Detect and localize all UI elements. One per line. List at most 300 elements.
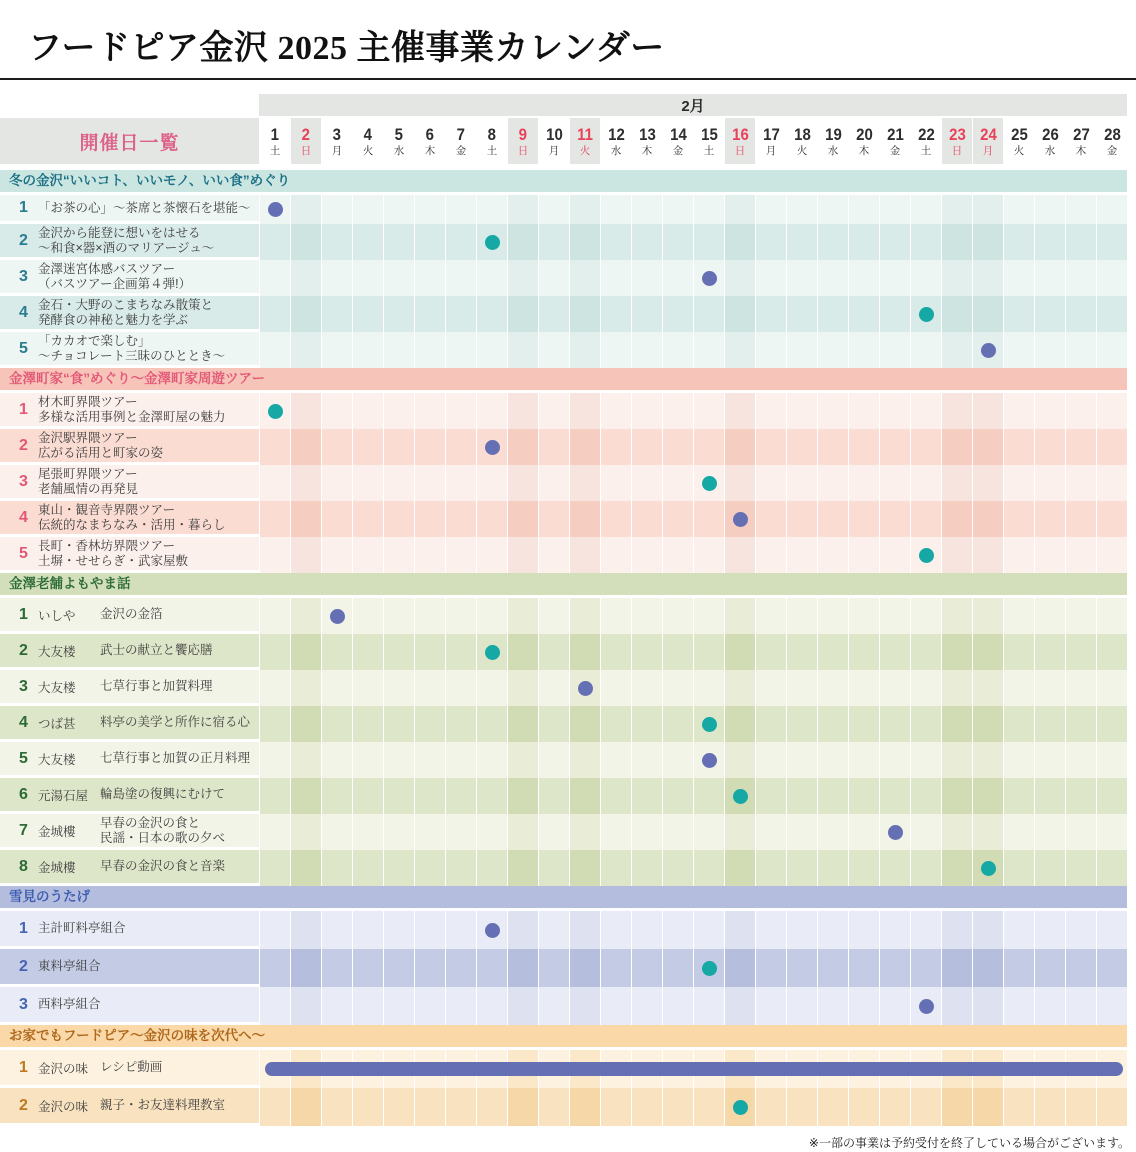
- day-number: 25: [1010, 124, 1028, 144]
- day-cell: [941, 814, 972, 850]
- day-cell: [569, 465, 600, 501]
- day-cell: [352, 224, 383, 260]
- event-label: [0, 949, 259, 987]
- day-cell: [817, 465, 848, 501]
- day-cell: [538, 296, 569, 332]
- event-title: [100, 679, 213, 694]
- event-title-line: 金澤迷宮体感バスツアー: [38, 261, 176, 276]
- month-band-row: [0, 94, 1127, 116]
- event-label: [0, 987, 259, 1025]
- day-number: 27: [1072, 124, 1090, 144]
- event-number: 5: [19, 544, 28, 562]
- day-weekday: 火: [362, 144, 374, 157]
- day-cell: [1096, 911, 1127, 949]
- day-cell: [476, 949, 507, 987]
- day-cell: [259, 296, 290, 332]
- day-number: 28: [1103, 124, 1121, 144]
- day-cell: [755, 332, 786, 368]
- day-cell: [352, 195, 383, 224]
- day-cell: [321, 634, 352, 670]
- day-cell: [352, 501, 383, 537]
- day-cell: [848, 778, 879, 814]
- day-cell: [1003, 465, 1034, 501]
- day-cell: [786, 778, 817, 814]
- day-cell: [724, 778, 755, 814]
- event-title: [38, 467, 138, 497]
- event-title-line: 伝統的なまちなみ・活用・暮らし: [38, 517, 226, 532]
- event-dot: [981, 343, 996, 358]
- day-cell: [1003, 260, 1034, 296]
- day-cell: [383, 911, 414, 949]
- event-row: [0, 742, 1127, 778]
- event-label: [0, 814, 259, 850]
- day-cell: [383, 296, 414, 332]
- day-cell: [879, 706, 910, 742]
- day-cell: [941, 501, 972, 537]
- event-dot: [268, 202, 283, 217]
- day-cell: [476, 778, 507, 814]
- event-title: [38, 539, 188, 569]
- day-cell: [476, 911, 507, 949]
- day-cell: [259, 850, 290, 886]
- day-cell: [817, 429, 848, 465]
- day-weekday: 月: [548, 144, 560, 157]
- event-title-line: 金沢駅界隈ツアー: [38, 430, 138, 445]
- event-title-line: 多様な活用事例と金澤町屋の魅力: [38, 409, 226, 424]
- day-cell: [1096, 537, 1127, 573]
- day-cell: [693, 224, 724, 260]
- day-cell: [848, 195, 879, 224]
- event-number: 1: [19, 919, 28, 937]
- day-cell: [383, 393, 414, 429]
- day-header: [321, 118, 352, 164]
- day-cell: [910, 814, 941, 850]
- event-row: [0, 778, 1127, 814]
- day-cell: [321, 224, 352, 260]
- day-cell: [662, 706, 693, 742]
- day-cell: [600, 260, 631, 296]
- day-cell: [507, 224, 538, 260]
- event-row: [0, 634, 1127, 670]
- footnote: ※一部の事業は予約受付を終了している場合がございます。: [808, 1136, 1130, 1150]
- day-cell: [414, 814, 445, 850]
- day-cell: [383, 598, 414, 634]
- day-cell: [1065, 501, 1096, 537]
- event-label: [0, 465, 259, 501]
- day-cell: [414, 393, 445, 429]
- day-cell: [910, 1088, 941, 1126]
- day-cell: [538, 393, 569, 429]
- day-cell: [631, 742, 662, 778]
- event-title: [38, 201, 251, 216]
- event-number: 8: [19, 857, 28, 875]
- day-cell: [1003, 814, 1034, 850]
- day-cell: [383, 1088, 414, 1126]
- day-cell: [1065, 778, 1096, 814]
- day-cell: [755, 195, 786, 224]
- day-cell: [569, 742, 600, 778]
- day-cell: [1096, 598, 1127, 634]
- month-band-spacer: [0, 94, 259, 116]
- day-cell: [755, 949, 786, 987]
- day-cell: [786, 987, 817, 1025]
- day-cell: [879, 598, 910, 634]
- day-cell: [848, 911, 879, 949]
- day-cell: [755, 393, 786, 429]
- day-cell: [383, 670, 414, 706]
- day-cell: [414, 1088, 445, 1126]
- event-label: [0, 195, 259, 224]
- day-cell: [941, 537, 972, 573]
- event-dot: [578, 681, 593, 696]
- event-row: [0, 949, 1127, 987]
- day-cell: [1065, 332, 1096, 368]
- day-cell: [507, 987, 538, 1025]
- day-cell: [321, 260, 352, 296]
- day-cell: [724, 537, 755, 573]
- day-cell: [1096, 987, 1127, 1025]
- day-cell: [1065, 911, 1096, 949]
- day-cell: [600, 537, 631, 573]
- day-number: 9: [518, 124, 528, 144]
- event-title: [38, 226, 214, 256]
- event-venue: 金城樓: [38, 824, 76, 839]
- day-cell: [569, 850, 600, 886]
- event-number: 2: [19, 1096, 28, 1114]
- day-cell: [290, 332, 321, 368]
- day-cell: [1034, 296, 1065, 332]
- day-cell: [1096, 296, 1127, 332]
- day-cell: [1034, 1088, 1065, 1126]
- day-cell: [1065, 634, 1096, 670]
- day-cell: [724, 598, 755, 634]
- day-number: 24: [979, 124, 997, 144]
- event-label: [0, 296, 259, 332]
- event-title: [100, 816, 225, 846]
- day-cell: [848, 1088, 879, 1126]
- day-cell: [290, 949, 321, 987]
- day-cell: [972, 742, 1003, 778]
- day-cell: [569, 224, 600, 260]
- day-cell: [259, 598, 290, 634]
- day-cell: [538, 670, 569, 706]
- day-cell: [848, 224, 879, 260]
- day-cell: [352, 296, 383, 332]
- day-cell: [1034, 537, 1065, 573]
- event-dot: [981, 861, 996, 876]
- day-cell: [600, 296, 631, 332]
- day-cell: [259, 195, 290, 224]
- day-cell: [383, 537, 414, 573]
- day-cell: [724, 429, 755, 465]
- day-cell: [941, 850, 972, 886]
- event-venue: 大友楼: [38, 752, 76, 767]
- day-cell: [786, 670, 817, 706]
- day-header: [383, 118, 414, 164]
- day-cell: [817, 598, 848, 634]
- event-title-line: 東料亭組合: [38, 959, 101, 973]
- day-cell: [631, 260, 662, 296]
- day-cell: [941, 634, 972, 670]
- day-number: 8: [487, 124, 497, 144]
- day-cell: [941, 296, 972, 332]
- day-cell: [1034, 778, 1065, 814]
- event-dot: [485, 440, 500, 455]
- event-title: [38, 997, 101, 1012]
- day-cell: [321, 850, 352, 886]
- day-cell: [941, 1088, 972, 1126]
- day-cell: [910, 987, 941, 1025]
- day-cell: [290, 742, 321, 778]
- day-cell: [879, 911, 910, 949]
- day-cell: [1065, 296, 1096, 332]
- day-cell: [879, 224, 910, 260]
- day-cell: [848, 949, 879, 987]
- event-number: 5: [19, 749, 28, 767]
- day-cell: [631, 332, 662, 368]
- day-cell: [352, 634, 383, 670]
- day-weekday: 水: [1044, 144, 1056, 157]
- day-cell: [631, 911, 662, 949]
- day-cell: [631, 814, 662, 850]
- day-cell: [972, 429, 1003, 465]
- day-cell: [1034, 332, 1065, 368]
- day-header: [910, 118, 941, 164]
- day-cell: [538, 634, 569, 670]
- day-cell: [693, 296, 724, 332]
- event-label: [0, 911, 259, 949]
- day-cell: [817, 742, 848, 778]
- day-cell: [662, 332, 693, 368]
- day-cell: [259, 465, 290, 501]
- day-cell: [1065, 949, 1096, 987]
- day-cell: [321, 501, 352, 537]
- day-cell: [383, 195, 414, 224]
- day-cell: [972, 1088, 1003, 1126]
- event-venue: つば甚: [38, 716, 76, 731]
- day-cell: [507, 814, 538, 850]
- day-cell: [693, 949, 724, 987]
- day-cell: [879, 465, 910, 501]
- day-cell: [352, 598, 383, 634]
- day-cell: [1096, 393, 1127, 429]
- day-weekday: 月: [331, 144, 343, 157]
- day-cell: [538, 429, 569, 465]
- event-venue: いしや: [38, 608, 76, 623]
- day-cell: [848, 296, 879, 332]
- day-cell: [817, 987, 848, 1025]
- event-dot: [919, 999, 934, 1014]
- day-cell: [941, 742, 972, 778]
- day-cell: [476, 850, 507, 886]
- day-cell: [290, 296, 321, 332]
- day-cell: [414, 296, 445, 332]
- day-cell: [693, 537, 724, 573]
- event-number: 3: [19, 677, 28, 695]
- section-header: 金澤老舗よもやま話: [0, 573, 1127, 595]
- day-cell: [445, 296, 476, 332]
- day-cell: [1003, 598, 1034, 634]
- day-cell: [786, 224, 817, 260]
- day-cell: [600, 393, 631, 429]
- day-cell: [910, 393, 941, 429]
- day-cell: [724, 850, 755, 886]
- event-row: [0, 911, 1127, 949]
- day-cell: [569, 1088, 600, 1126]
- day-number: 10: [545, 124, 563, 144]
- day-cell: [1065, 1088, 1096, 1126]
- day-number: 1: [270, 124, 280, 144]
- day-cell: [569, 598, 600, 634]
- day-cell: [879, 296, 910, 332]
- day-cell: [631, 778, 662, 814]
- day-cell: [755, 706, 786, 742]
- day-cell: [507, 850, 538, 886]
- event-row: [0, 706, 1127, 742]
- day-cell: [476, 260, 507, 296]
- event-number: 2: [19, 957, 28, 975]
- day-cell: [538, 1088, 569, 1126]
- day-cell: [600, 742, 631, 778]
- day-cell: [321, 949, 352, 987]
- day-cell: [1065, 429, 1096, 465]
- event-title: [100, 751, 250, 766]
- day-cell: [910, 850, 941, 886]
- event-number: 3: [19, 995, 28, 1013]
- day-cell: [879, 949, 910, 987]
- sections-container: [0, 170, 1127, 1126]
- day-cell: [414, 332, 445, 368]
- event-dot: [733, 1100, 748, 1115]
- day-header: [1065, 118, 1096, 164]
- day-cell: [879, 742, 910, 778]
- day-cell: [383, 987, 414, 1025]
- day-cell: [569, 429, 600, 465]
- day-cell: [600, 634, 631, 670]
- day-cell: [445, 911, 476, 949]
- day-cell: [414, 670, 445, 706]
- day-cell: [259, 911, 290, 949]
- day-cell: [352, 911, 383, 949]
- day-cell: [600, 911, 631, 949]
- day-cell: [755, 670, 786, 706]
- day-header: [941, 118, 972, 164]
- day-cell: [569, 537, 600, 573]
- day-cell: [817, 634, 848, 670]
- event-row: [0, 670, 1127, 706]
- day-cell: [538, 814, 569, 850]
- day-cell: [755, 296, 786, 332]
- day-cell: [1034, 911, 1065, 949]
- day-cell: [259, 1088, 290, 1126]
- day-cell: [1096, 742, 1127, 778]
- day-cell: [662, 465, 693, 501]
- day-cell: [321, 195, 352, 224]
- day-cell: [1065, 987, 1096, 1025]
- day-header: [414, 118, 445, 164]
- event-title: [100, 787, 225, 802]
- day-cell: [476, 634, 507, 670]
- day-cell: [1096, 429, 1127, 465]
- event-dot: [485, 923, 500, 938]
- day-weekday: 火: [579, 144, 591, 157]
- event-label: [0, 260, 259, 296]
- day-cell: [1003, 670, 1034, 706]
- day-cell: [352, 332, 383, 368]
- event-row: [0, 850, 1127, 886]
- day-cell: [476, 670, 507, 706]
- day-cell: [786, 911, 817, 949]
- day-cell: [941, 429, 972, 465]
- day-cell: [1034, 393, 1065, 429]
- day-cell: [972, 911, 1003, 949]
- day-cell: [476, 598, 507, 634]
- day-cell: [414, 195, 445, 224]
- day-cell: [352, 706, 383, 742]
- day-cell: [910, 742, 941, 778]
- day-cell: [414, 501, 445, 537]
- day-number: 17: [762, 124, 780, 144]
- day-number: 7: [456, 124, 466, 144]
- day-cell: [941, 949, 972, 987]
- day-cell: [290, 778, 321, 814]
- event-title-line: 早春の金沢の食と音楽: [100, 859, 226, 873]
- day-cell: [1034, 670, 1065, 706]
- day-cell: [476, 465, 507, 501]
- day-cell: [600, 224, 631, 260]
- section-header: 雪見のうたげ: [0, 886, 1127, 908]
- day-cell: [600, 706, 631, 742]
- day-cell: [259, 670, 290, 706]
- day-cell: [693, 670, 724, 706]
- day-cell: [662, 393, 693, 429]
- day-cell: [445, 814, 476, 850]
- day-cell: [321, 814, 352, 850]
- day-weekday: 木: [424, 144, 436, 157]
- day-cell: [1003, 332, 1034, 368]
- day-cell: [631, 537, 662, 573]
- day-header: [290, 118, 321, 164]
- day-cell: [879, 1088, 910, 1126]
- day-cell: [662, 911, 693, 949]
- day-cell: [631, 195, 662, 224]
- day-cell: [569, 706, 600, 742]
- day-cell: [352, 260, 383, 296]
- day-cell: [259, 224, 290, 260]
- event-row: [0, 429, 1127, 465]
- day-cell: [662, 814, 693, 850]
- day-cell: [1065, 465, 1096, 501]
- day-cell: [1096, 260, 1127, 296]
- day-cell: [848, 598, 879, 634]
- day-cell: [476, 393, 507, 429]
- day-cell: [755, 911, 786, 949]
- event-label: [0, 706, 259, 742]
- event-number: 1: [19, 605, 28, 623]
- day-cell: [290, 260, 321, 296]
- event-dot: [702, 476, 717, 491]
- day-cell: [600, 850, 631, 886]
- day-cell: [321, 670, 352, 706]
- day-cell: [693, 634, 724, 670]
- day-cell: [290, 634, 321, 670]
- day-cell: [817, 224, 848, 260]
- day-cell: [724, 195, 755, 224]
- day-cell: [352, 949, 383, 987]
- day-header: [786, 118, 817, 164]
- day-cell: [662, 778, 693, 814]
- day-cell: [941, 465, 972, 501]
